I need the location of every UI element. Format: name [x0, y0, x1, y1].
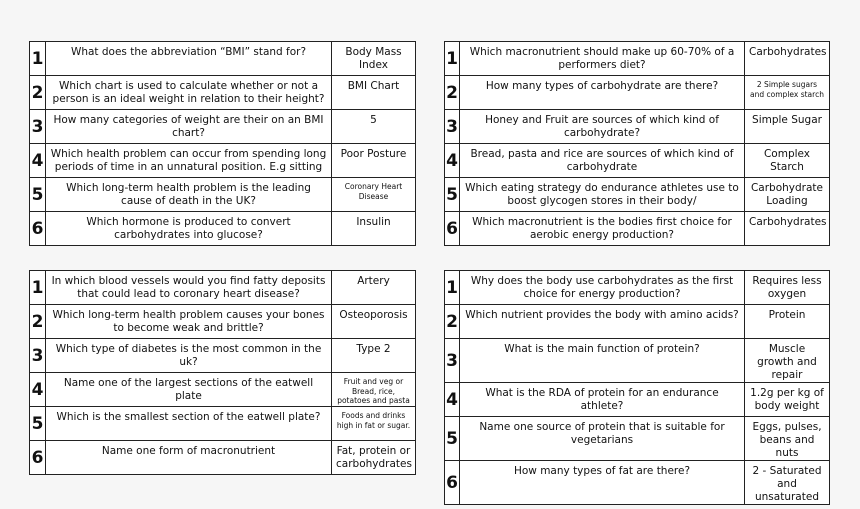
- question-number: 2: [30, 305, 46, 339]
- question-number: 4: [445, 144, 460, 178]
- question-number: 4: [30, 144, 46, 178]
- table-row: [30, 178, 416, 212]
- question-number: 3: [445, 110, 460, 144]
- answer-text: Poor Posture: [332, 144, 416, 178]
- quiz-table-bottom-right: [444, 270, 830, 505]
- question-number: 5: [30, 178, 46, 212]
- question-text: How many types of carbohydrate are there?: [460, 76, 745, 110]
- question-number: 5: [445, 178, 460, 212]
- answer-text: Protein: [745, 305, 830, 339]
- table-row: [30, 373, 416, 407]
- question-text: Name one source of protein that is suitable for vegetarians: [460, 417, 745, 461]
- question-text: Which type of diabetes is the most common in the uk?: [46, 339, 332, 373]
- question-text: Name one form of macronutrient: [46, 441, 332, 475]
- table-row: [445, 339, 830, 383]
- answer-text: Muscle growth and repair: [745, 339, 830, 383]
- answer-text: Coronary Heart Disease: [332, 178, 416, 212]
- table-row: [30, 110, 416, 144]
- answer-text: 2 - Saturated and unsaturated: [745, 461, 830, 505]
- table-row: [30, 212, 416, 246]
- answer-text: Fruit and veg or Bread, rice, potatoes and pasta: [332, 373, 416, 407]
- question-text: Bread, pasta and rice are sources of which kind of carbohydrate: [460, 144, 745, 178]
- table-row: [445, 383, 830, 417]
- question-text: Which chart is used to calculate whether or not a person is an ideal weight in relation to their height?: [46, 76, 332, 110]
- answer-text: Eggs, pulses, beans and nuts: [745, 417, 830, 461]
- question-text: Name one of the largest sections of the eatwell plate: [46, 373, 332, 407]
- question-text: Honey and Fruit are sources of which kind of carbohydrate?: [460, 110, 745, 144]
- answer-text: Type 2: [332, 339, 416, 373]
- question-number: 3: [30, 339, 46, 373]
- question-text: Which hormone is produced to convert carbohydrates into glucose?: [46, 212, 332, 246]
- table-row: [445, 417, 830, 461]
- question-number: 2: [30, 76, 46, 110]
- table-row: [30, 76, 416, 110]
- answer-text: Fat, protein or carbohydrates: [332, 441, 416, 475]
- answer-text: Complex Starch: [745, 144, 830, 178]
- question-text: Which long-term health problem is the leading cause of death in the UK?: [46, 178, 332, 212]
- question-text: What does the abbreviation “BMI” stand for?: [46, 42, 332, 76]
- answer-text: Simple Sugar: [745, 110, 830, 144]
- question-text: Which macronutrient should make up 60-70% of a performers diet?: [460, 42, 745, 76]
- answer-text: Artery: [332, 271, 416, 305]
- table-row: [445, 42, 830, 76]
- question-number: 6: [30, 212, 46, 246]
- question-number: 6: [30, 441, 46, 475]
- question-text: What is the main function of protein?: [460, 339, 745, 383]
- question-number: 4: [30, 373, 46, 407]
- table-row: [445, 110, 830, 144]
- question-text: Which macronutrient is the bodies first choice for aerobic energy production?: [460, 212, 745, 246]
- table-row: [30, 441, 416, 475]
- question-number: 2: [445, 76, 460, 110]
- question-number: 3: [30, 110, 46, 144]
- answer-text: Carbohydrates: [745, 42, 830, 76]
- answer-text: Osteoporosis: [332, 305, 416, 339]
- question-text: What is the RDA of protein for an endurance athlete?: [460, 383, 745, 417]
- table-row: [445, 271, 830, 305]
- answer-text: Carbohydrates: [745, 212, 830, 246]
- table-row: [30, 407, 416, 441]
- table-row: [30, 144, 416, 178]
- answer-text: 1.2g per kg of body weight: [745, 383, 830, 417]
- question-text: How many categories of weight are their on an BMI chart?: [46, 110, 332, 144]
- answer-text: Carbohydrate Loading: [745, 178, 830, 212]
- table-row: [30, 42, 416, 76]
- answer-text: Requires less oxygen: [745, 271, 830, 305]
- answer-text: Insulin: [332, 212, 416, 246]
- question-text: Which eating strategy do endurance athletes use to boost glycogen stores in their body/: [460, 178, 745, 212]
- question-text: Which health problem can occur from spending long periods of time in an unnatural position. E.g sitting: [46, 144, 332, 178]
- question-number: 1: [30, 42, 46, 76]
- quiz-table-bottom-left: [29, 270, 416, 475]
- question-number: 1: [445, 42, 460, 76]
- question-text: Which long-term health problem causes your bones to become weak and brittle?: [46, 305, 332, 339]
- table-row: [445, 305, 830, 339]
- answer-text: Foods and drinks high in fat or sugar.: [332, 407, 416, 441]
- table-row: [445, 461, 830, 505]
- table-row: [30, 305, 416, 339]
- quiz-table-top-right: [444, 41, 830, 246]
- answer-text: BMI Chart: [332, 76, 416, 110]
- question-text: Why does the body use carbohydrates as the first choice for energy production?: [460, 271, 745, 305]
- quiz-table-top-left: [29, 41, 416, 246]
- question-text: Which nutrient provides the body with amino acids?: [460, 305, 745, 339]
- question-number: 1: [30, 271, 46, 305]
- table-row: [445, 178, 830, 212]
- question-number: 4: [445, 383, 460, 417]
- table-row: [30, 339, 416, 373]
- question-number: 1: [445, 271, 460, 305]
- question-text: Which is the smallest section of the eatwell plate?: [46, 407, 332, 441]
- question-number: 2: [445, 305, 460, 339]
- question-number: 5: [30, 407, 46, 441]
- question-text: In which blood vessels would you find fatty deposits that could lead to coronary heart disease?: [46, 271, 332, 305]
- table-row: [445, 212, 830, 246]
- answer-text: 5: [332, 110, 416, 144]
- question-number: 6: [445, 461, 460, 505]
- table-row: [445, 76, 830, 110]
- answer-text: Body Mass Index: [332, 42, 416, 76]
- question-text: How many types of fat are there?: [460, 461, 745, 505]
- question-number: 3: [445, 339, 460, 383]
- table-row: [445, 144, 830, 178]
- question-number: 6: [445, 212, 460, 246]
- question-number: 5: [445, 417, 460, 461]
- answer-text: 2 Simple sugars and complex starch: [745, 76, 830, 110]
- table-row: [30, 271, 416, 305]
